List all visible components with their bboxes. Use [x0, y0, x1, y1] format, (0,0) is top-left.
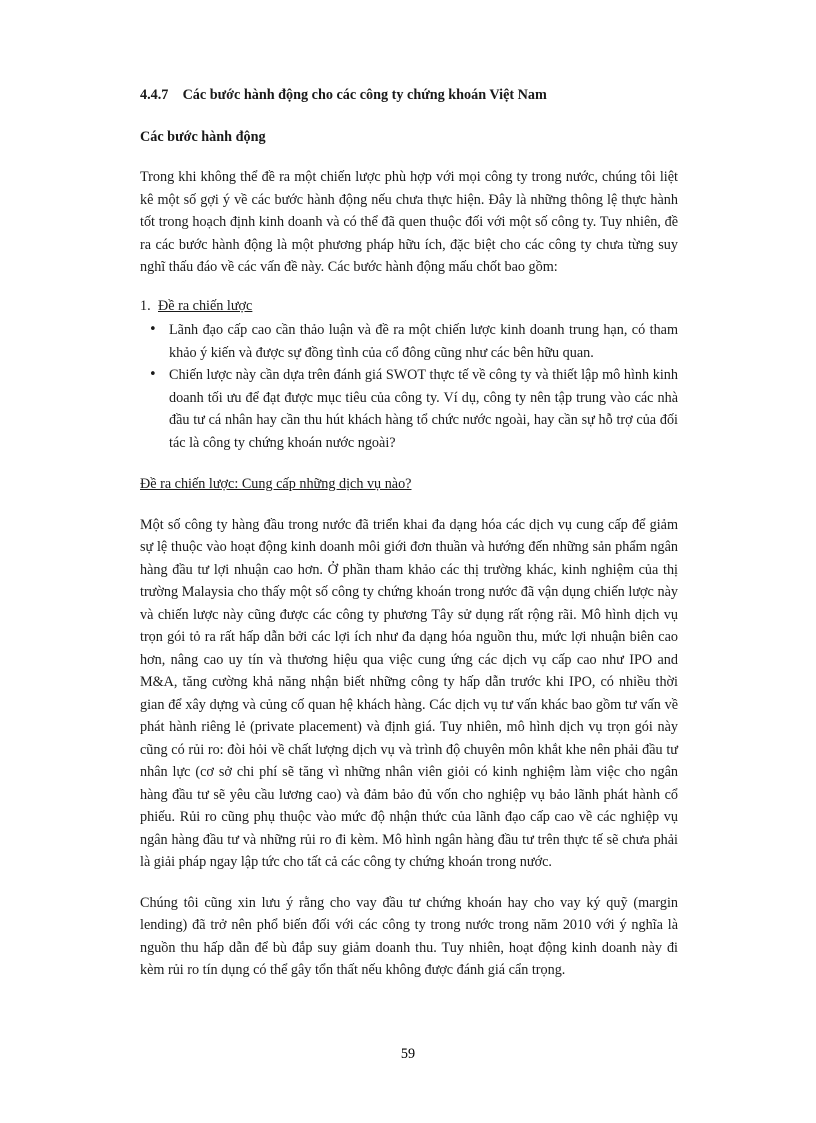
subsection-title: Các bước hành động: [140, 128, 266, 145]
page-number: 59: [400, 1046, 416, 1062]
document-page: [140, 84, 678, 982]
services-paragraph: Một số công ty hàng đầu trong nước đã triển khai đa dạng hóa các dịch vụ cung cấp để giảm sự lệ thuộc vào hoạt động kinh doanh môi giới đơn thuần và hướng đến những sản phẩm ngân hàng đầu tư lợi nhuận cao hơn. Ở phần tham khảo các thị trường khác, kinh nghiệm của thị trường Malaysia cho thấy một số công ty chứng khoán trong nước đã vận dụng chiến lược này và chiến lược này cũng được các công ty phương Tây sử dụng rất rộng rãi. Mô hình dịch vụ trọn gói tỏ ra rất hấp dẫn bởi các lợi ích như đa dạng hóa nguồn thu, mức lợi nhuận biên cao hơn, nâng cao uy tín và thương hiệu qua việc cung ứng các dịch vụ cấp cao như IPO and M&A, tăng cường khả năng nhận biết những công ty hấp dẫn trước khi IPO, có nhiều thời gian để xây dựng và củng cố quan hệ khách hàng. Các dịch vụ tư vấn khác bao gồm tư vấn về phát hành riêng lẻ (private placement) và định giá. Tuy nhiên, mô hình dịch vụ trọn gói này cũng có rủi ro: đòi hỏi về chất lượng dịch vụ và trình độ chuyên môn khắt khe nên phải đầu tư nhân lực (cơ sở chi phí sẽ tăng vì những nhân viên giỏi có kinh nghiệm làm việc cho ngân hàng đầu tư sẽ yêu cầu lương cao) và đảm bảo đủ vốn cho nghiệp vụ bảo lãnh phát hành cổ phiếu. Rủi ro cũng phụ thuộc vào mức độ nhận thức của lãnh đạo cấp cao về các nghiệp vụ ngân hàng đầu tư và những rủi ro đi kèm. Mô hình ngân hàng đầu tư trên thực tế sẽ chưa phải là giải pháp ngay lập tức cho tất cả các công ty chứng khoán trong nước.: [140, 516, 678, 870]
services-heading: Đề ra chiến lược: Cung cấp những dịch vụ nào?: [140, 476, 412, 492]
list-number: 1.: [140, 297, 151, 314]
margin-lending-paragraph: Chúng tôi cũng xin lưu ý rằng cho vay đầu tư chứng khoán hay cho vay ký quỹ (margin lending) đã trở nên phổ biến đối với các công ty trong nước trong năm 2010 với ý nghĩa là nguồn thu hấp dẫn để bù đắp suy giảm doanh thu. Tuy nhiên, hoạt động kinh doanh này đi kèm rủi ro tín dụng có thể gây tổn thất nếu không được đánh giá cẩn trọng.: [140, 894, 678, 978]
bullet-list: [140, 319, 678, 454]
list-title: Đề ra chiến lược: [158, 297, 253, 314]
section-title: 4.4.7 Các bước hành động cho các công ty chứng khoán Việt Nam: [140, 87, 547, 103]
list-item-strategy: [140, 295, 678, 318]
intro-paragraph: Trong khi không thể đề ra một chiến lược phù hợp với mọi công ty trong nước, chúng tôi liệt kê một số gợi ý về các bước hành động nếu chưa thực hiện. Đây là những thông lệ thực hành tốt trong hoạch định kinh doanh và có thể đã quen thuộc đối với một số công ty. Tuy nhiên, đề ra các bước hành động là một phương pháp hữu ích, đặc biệt cho các công ty chưa từng suy nghĩ thấu đáo về các vấn đề này. Các bước hành động mấu chốt bao gồm:: [140, 169, 678, 275]
bullet-item: • Chiến lược này cần dựa trên đánh giá SWOT thực tế về công ty và thiết lập mô hình kinh doanh tối ưu để đạt được mục tiêu của công ty. Ví dụ, công ty nên tập trung vào các nhà đầu tư cá nhân hay cần thu hút khách hàng tổ chức nước ngoài, hay cần sự hỗ trợ của đối tác là công ty chứng khoán nước ngoài?: [140, 364, 678, 454]
bullet-item: • Lãnh đạo cấp cao cần thảo luận và đề ra một chiến lược kinh doanh trung hạn, có tham khảo ý kiến và được sự đồng tình của cổ đông cũng như các bên hữu quan.: [140, 319, 678, 364]
